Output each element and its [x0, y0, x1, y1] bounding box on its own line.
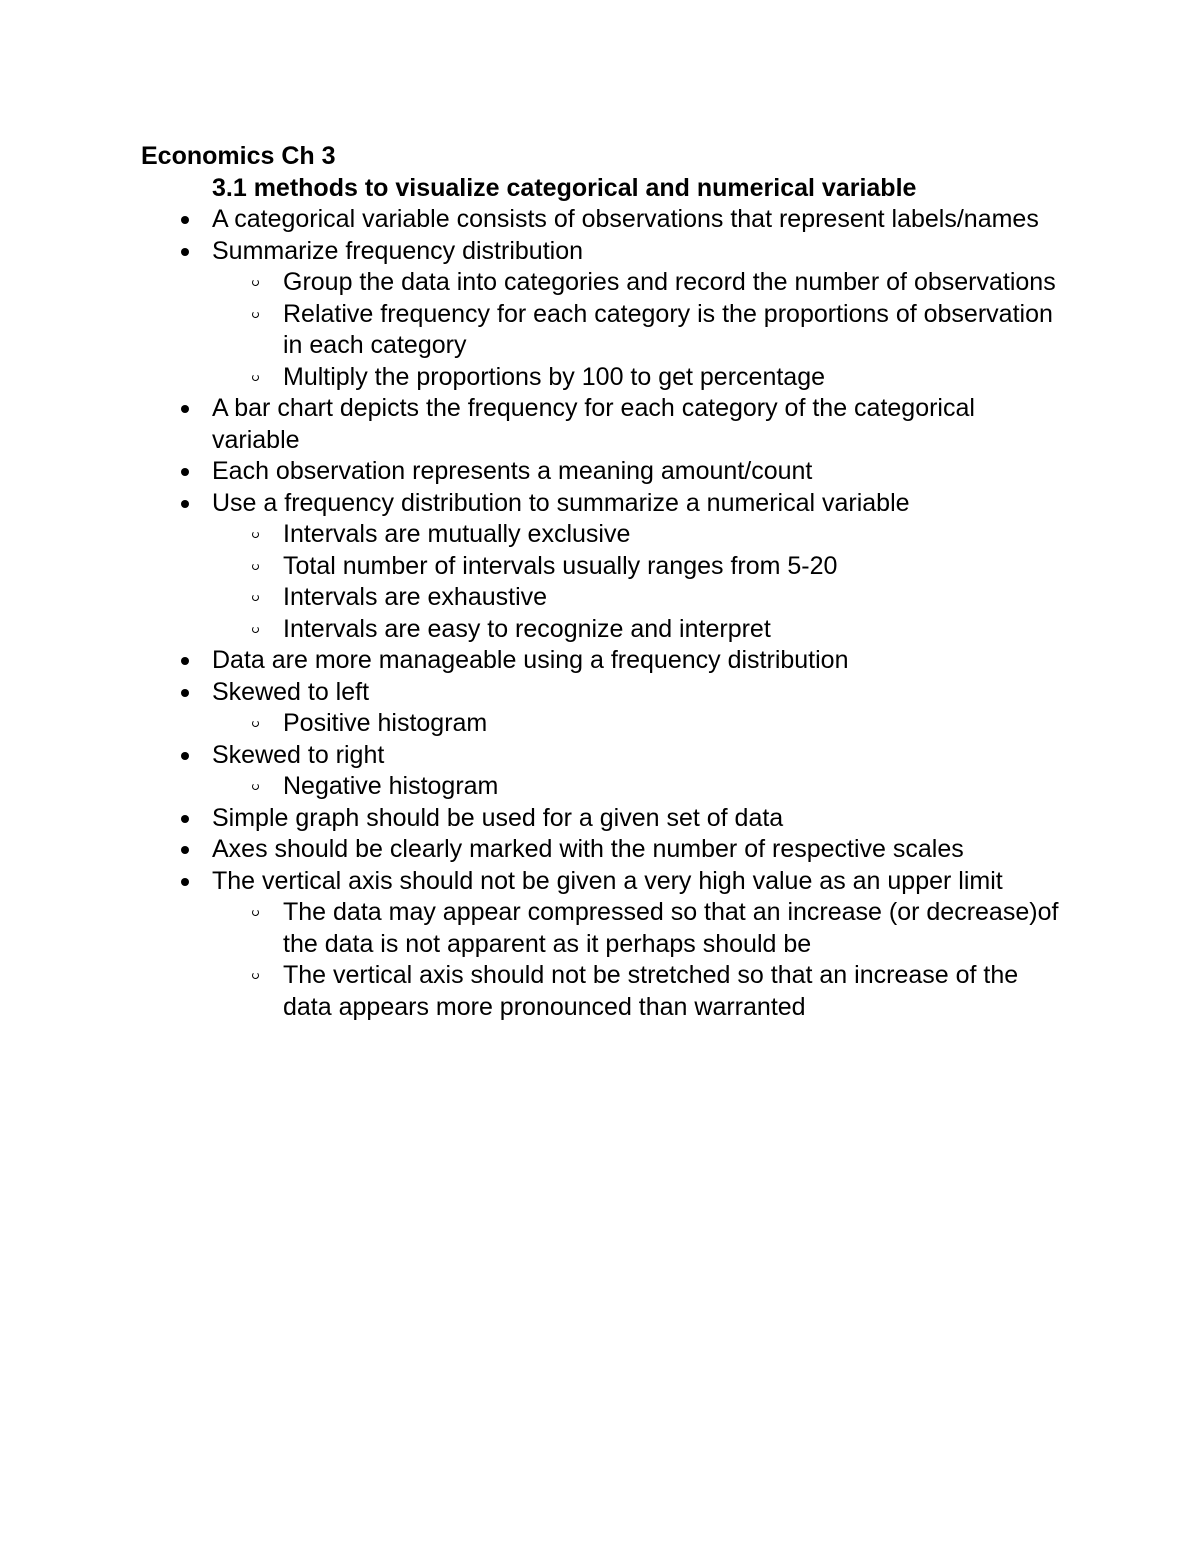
- document-title: Economics Ch 3: [141, 142, 336, 170]
- sub-bullet-item: [212, 771, 1061, 803]
- sub-list: [212, 897, 1061, 1023]
- sub-bullet-text: Intervals are easy to recognize and interpret: [283, 614, 771, 643]
- sub-bullet-item: [212, 708, 1061, 740]
- sub-bullet-item: [212, 614, 1061, 646]
- filled-bullet-icon: [181, 878, 189, 886]
- sub-bullet-item: [212, 960, 1061, 1023]
- bullet-item: [141, 866, 1061, 1024]
- sub-bullet-text: Multiply the proportions by 100 to get percentage: [283, 362, 826, 391]
- bullet-item: [141, 393, 1061, 456]
- hollow-bullet-icon: [252, 594, 259, 601]
- bullet-list: [141, 204, 1061, 1023]
- bullet-item: [141, 740, 1061, 803]
- sub-bullet-item: [212, 519, 1061, 551]
- sub-bullet-text: Total number of intervals usually ranges from 5-20: [283, 551, 838, 580]
- bullet-text: Data are more manageable using a frequency distribution: [212, 646, 849, 674]
- hollow-bullet-icon: [252, 279, 259, 286]
- hollow-bullet-icon: [252, 374, 259, 381]
- sub-bullet-item: [212, 897, 1061, 960]
- filled-bullet-icon: [181, 689, 189, 697]
- hollow-bullet-icon: [252, 311, 259, 318]
- sub-bullet-text: Relative frequency for each category is the proportions of observation in each category: [283, 299, 1053, 359]
- bullet-item: [141, 803, 1061, 835]
- hollow-bullet-icon: [252, 626, 259, 633]
- sub-bullet-text: The vertical axis should not be stretched so that an increase of the data appears more pronounced than warranted: [283, 961, 1019, 1021]
- bullet-item: [141, 236, 1061, 394]
- sub-bullet-item: [212, 362, 1061, 394]
- sub-bullet-item: [212, 299, 1061, 362]
- filled-bullet-icon: [181, 216, 189, 224]
- sub-list: [212, 519, 1061, 645]
- sub-list: [212, 267, 1061, 393]
- bullet-item: [141, 677, 1061, 740]
- bullet-text: A bar chart depicts the frequency for each category of the categorical variable: [212, 394, 975, 454]
- filled-bullet-icon: [181, 846, 189, 854]
- bullet-text: Summarize frequency distribution: [212, 236, 583, 265]
- sub-list: [212, 771, 1061, 803]
- filled-bullet-icon: [181, 500, 189, 508]
- sub-bullet-item: [212, 582, 1061, 614]
- sub-bullet-text: Negative histogram: [283, 772, 499, 800]
- bullet-text: A categorical variable consists of observations that represent labels/names: [212, 205, 1039, 233]
- section-heading: 3.1 methods to visualize categorical and numerical variable: [212, 173, 917, 202]
- filled-bullet-icon: [181, 752, 189, 760]
- hollow-bullet-icon: [252, 720, 259, 727]
- bullet-text: Skewed to left: [212, 677, 370, 706]
- bullet-item: [141, 204, 1061, 236]
- sub-bullet-text: Intervals are exhaustive: [283, 583, 548, 611]
- hollow-bullet-icon: [252, 783, 259, 790]
- bullet-item: [141, 456, 1061, 488]
- sub-list: [212, 708, 1061, 740]
- bullet-item: [141, 645, 1061, 677]
- bullet-text: Each observation represents a meaning amount/count: [212, 457, 813, 485]
- bullet-text: Simple graph should be used for a given set of data: [212, 803, 784, 832]
- bullet-text: The vertical axis should not be given a very high value as an upper limit: [212, 866, 1003, 895]
- filled-bullet-icon: [181, 468, 189, 476]
- hollow-bullet-icon: [252, 563, 259, 570]
- sub-bullet-text: Group the data into categories and record the number of observations: [283, 268, 1056, 296]
- sub-bullet-item: [212, 267, 1061, 299]
- bullet-item: [141, 488, 1061, 646]
- hollow-bullet-icon: [252, 972, 259, 979]
- sub-bullet-text: Positive histogram: [283, 709, 488, 737]
- bullet-text: Skewed to right: [212, 740, 385, 769]
- sub-bullet-item: [212, 551, 1061, 583]
- filled-bullet-icon: [181, 657, 189, 665]
- bullet-text: Axes should be clearly marked with the number of respective scales: [212, 835, 964, 863]
- filled-bullet-icon: [181, 405, 189, 413]
- document-body: [141, 141, 1061, 1023]
- hollow-bullet-icon: [252, 531, 259, 538]
- hollow-bullet-icon: [252, 909, 259, 916]
- bullet-text: Use a frequency distribution to summarize a numerical variable: [212, 488, 910, 517]
- filled-bullet-icon: [181, 248, 189, 256]
- filled-bullet-icon: [181, 815, 189, 823]
- sub-bullet-text: Intervals are mutually exclusive: [283, 520, 631, 548]
- sub-bullet-text: The data may appear compressed so that an increase (or decrease)of the data is not apparent as it perhaps should be: [283, 898, 1059, 958]
- bullet-item: [141, 834, 1061, 866]
